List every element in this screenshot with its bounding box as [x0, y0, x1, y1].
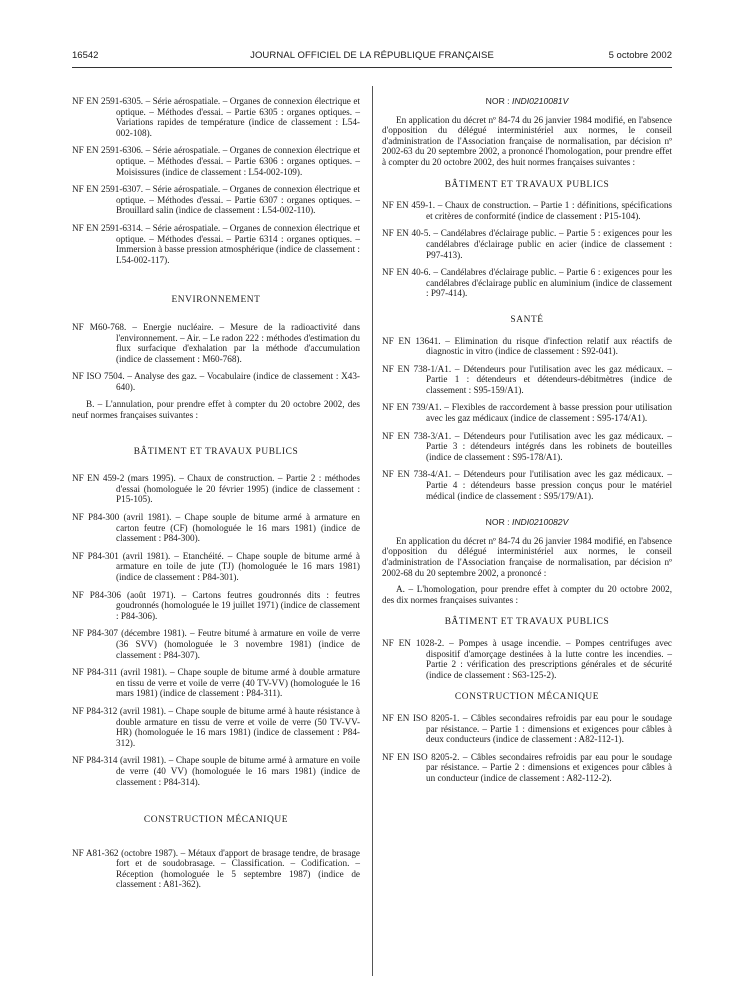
norm-entry: NF EN 40-5. – Candélabres d'éclairage public. – Partie 5 : exigences pour les candélabres d'éclairage public en acier (indice de classement : P97-413). [382, 228, 672, 260]
norm-entry: NF P84-311 (avril 1981). – Chape souple de bitume armé à double armature en tissu de verre et voile de verre (40 TV-VV) (homologuée le 16 mars 1981) (indice de classement : P84-311). [72, 667, 360, 699]
homologation-paragraph: En application du décret nº 84-74 du 26 janvier 1984 modifié, en l'absence d'opposition du délégué interministériel aux normes, le conseil d'administration de l'Association française de normalisation, par décision nº 2002-63 du 20 septembre 2002, a prononcé l'homologation, pour prendre effet à compter du 20 octobre 2002, des huit normes françaises suivantes : [382, 114, 672, 167]
norm-entry: NF EN 1028-2. – Pompes à usage incendie. – Pompes centrifuges avec dispositif d'amorçage destinées à la lutte contre les incendies. – Partie 2 : vérification des prescriptions générales et de sécurité (indice de classement : S63-125-2). [382, 637, 672, 680]
norm-entry: NF P84-314 (avril 1981). – Chape souple de bitume armé à armature en voile de verre (40 VV) (homologuée le 16 mars 1981) (indice de classement : P84-314). [72, 755, 360, 787]
page-header [72, 50, 672, 66]
nor-reference: NOR : INDI0210081V [485, 96, 569, 106]
norm-entry: NF EN 2591-6305. – Série aérospatiale. – Organes de connexion électrique et optique. – Méthodes d'essai. – Partie 6305 : organes optiques. – Variations rapides de température (indice de classement : L54-002-108). [72, 96, 360, 138]
annulation-paragraph: B. – L'annulation, pour prendre effet à compter du 20 octobre 2002, des neuf normes françaises suivantes : [72, 399, 360, 421]
norm-entry: NF EN 739/A1. – Flexibles de raccordement à basse pression pour utilisation avec les gaz médicaux (indice de classement : S95-174/A1). [382, 402, 672, 424]
norm-entry: NF EN 40-6. – Candélabres d'éclairage public. – Partie 6 : exigences pour les candélabres d'éclairage public en aluminium (indice de classement : P97-414). [382, 267, 672, 299]
norm-entry: NF EN 738-4/A1. – Détendeurs pour l'utilisation avec les gaz médicaux. – Partie 4 : détendeurs basse pression conçus pour le matériel médical (indice de classement : S95/179/A1). [382, 469, 672, 501]
norm-entry: NF EN 738-3/A1. – Détendeurs pour l'utilisation avec les gaz médicaux. – Partie 3 : détendeurs intégrés dans les robinets de bouteilles (indice de classement : S95-178/A1). [382, 430, 672, 462]
section-heading-construction-mecanique: CONSTRUCTION MÉCANIQUE [454, 692, 600, 703]
journal-title: JOURNAL OFFICIEL DE LA RÉPUBLIQUE FRANÇAISE [250, 50, 494, 61]
nor-reference: NOR : INDI0210082V [485, 517, 569, 528]
right-column [382, 96, 672, 791]
column-divider [372, 86, 373, 976]
norm-entry: NF EN 2591-6307. – Série aérospatiale. – Organes de connexion électrique et optique. – Méthodes d'essai. – Partie 6307 : organes optiques. – Brouillard salin (indice de classement : L54-002-110). [72, 184, 360, 216]
norm-entry: NF P84-301 (avril 1981). – Etanchéité. – Chape souple de bitume armé à armature en toile de jute (TJ) (homologuée le 16 mars 1981) (indice de classement : P84-301). [72, 550, 360, 582]
norm-entry: NF EN 459-2 (mars 1995). – Chaux de construction. – Partie 2 : méthodes d'essai (homologuée le 20 février 1995) (indice de classement : P15-105). [72, 473, 360, 505]
homologation-list-intro: A. – L'homologation, pour prendre effet à compter du 20 octobre 2002, des dix normes françaises suivantes : [382, 584, 672, 605]
section-heading-environnement: ENVIRONNEMENT [171, 295, 261, 306]
section-heading-btp: BÂTIMENT ET TRAVAUX PUBLICS [444, 179, 610, 190]
nor-id: INDI0210081V [511, 96, 569, 106]
section-heading-sante: SANTÉ [510, 314, 544, 325]
section-heading-construction-mecanique: CONSTRUCTION MÉCANIQUE [143, 815, 289, 826]
norm-entry: NF EN 13641. – Elimination du risque d'infection relatif aux réactifs de diagnostic in vitro (indice de classement : S92-041). [382, 335, 672, 357]
nor-id: INDI0210082V [511, 517, 569, 528]
left-column [72, 96, 360, 897]
norm-entry: NF EN 2591-6306. – Série aérospatiale. – Organes de connexion électrique et optique. – Méthodes d'essai. – Partie 6306 : organes optiques. – Moisissures (indice de classement : L54-002-109). [72, 145, 360, 177]
norm-entry: NF P84-300 (avril 1981). – Chape souple de bitume armé à armature en carton feutre (CF) (homologuée le 16 mars 1981) (indice de classement : P84-300). [72, 512, 360, 544]
norm-entry: NF EN ISO 8205-2. – Câbles secondaires refroidis par eau pour le soudage par résistance. – Partie 2 : dimensions et exigences pour câbles à un conducteur (indice de classement : A82-112-2). [382, 751, 672, 783]
header-rule [72, 67, 672, 68]
norm-entry: NF EN 459-1. – Chaux de construction. – Partie 1 : définitions, spécifications et critères de conformité (indice de classement : P15-104). [382, 200, 672, 221]
norm-entry: NF EN 2591-6314. – Série aérospatiale. – Organes de connexion électrique et optique. – Méthodes d'essai. – Partie 6314 : organes optiques. – Immersion à basse pression atmosphérique (indice de classement : L54-002-117). [72, 222, 360, 265]
norm-entry: NF M60-768. – Energie nucléaire. – Mesure de la radioactivité dans l'environnement. – Air. – Le radon 222 : méthodes d'estimation du flux surfacique d'exhalation par la méthode d'accumulation (indice de classement : M60-768). [72, 321, 360, 364]
norm-entry: NF P84-307 (décembre 1981). – Feutre bitumé à armature en voile de verre (36 SVV) (homologuée le 3 novembre 1981) (indice de classement : P84-307). [72, 628, 360, 660]
issue-date: 5 octobre 2002 [608, 50, 672, 61]
norm-entry: NF P84-312 (avril 1981). – Chape souple de bitume armé à haute résistance à double armature en tissu de verre et voile de verre (50 TV-VV-HR) (homologuée le 16 mars 1981) (indice de classement : P84-312). [72, 705, 360, 748]
norm-entry: NF P84-306 (août 1971). – Cartons feutres goudronnés dits : feutres goudronnés (homologuée le 19 juillet 1971) (indice de classement : P84-306). [72, 589, 360, 621]
section-heading-btp: BÂTIMENT ET TRAVAUX PUBLICS [444, 617, 610, 628]
homologation-paragraph: En application du décret nº 84-74 du 26 janvier 1984 modifié, en l'absence d'opposition du délégué interministériel aux normes, le conseil d'administration de l'Association française de normalisation, par décision nº 2002-68 du 20 septembre 2002, a prononcé : [382, 535, 672, 578]
page-number: 16542 [72, 50, 99, 61]
norm-entry: NF EN ISO 8205-1. – Câbles secondaires refroidis par eau pour le soudage par résistance. – Partie 1 : dimensions et exigences pour câbles à deux conducteurs (indice de classement : A82-112-1). [382, 712, 672, 745]
norm-entry: NF A81-362 (octobre 1987). – Métaux d'apport de brasage tendre, de brasage fort et de soudobrasage. – Classification. – Codification. – Réception (homologuée le 5 septembre 1987) (indice de classement : A81-362). [72, 847, 360, 890]
norm-entry: NF EN 738-1/A1. – Détendeurs pour l'utilisation avec les gaz médicaux. – Partie 1 : détendeurs et détendeurs-débitmètres (indice de classement : S95-159/A1). [382, 363, 672, 395]
section-heading-btp: BÂTIMENT ET TRAVAUX PUBLICS [133, 446, 299, 457]
norm-entry: NF ISO 7504. – Analyse des gaz. – Vocabulaire (indice de classement : X43-640). [72, 371, 360, 392]
